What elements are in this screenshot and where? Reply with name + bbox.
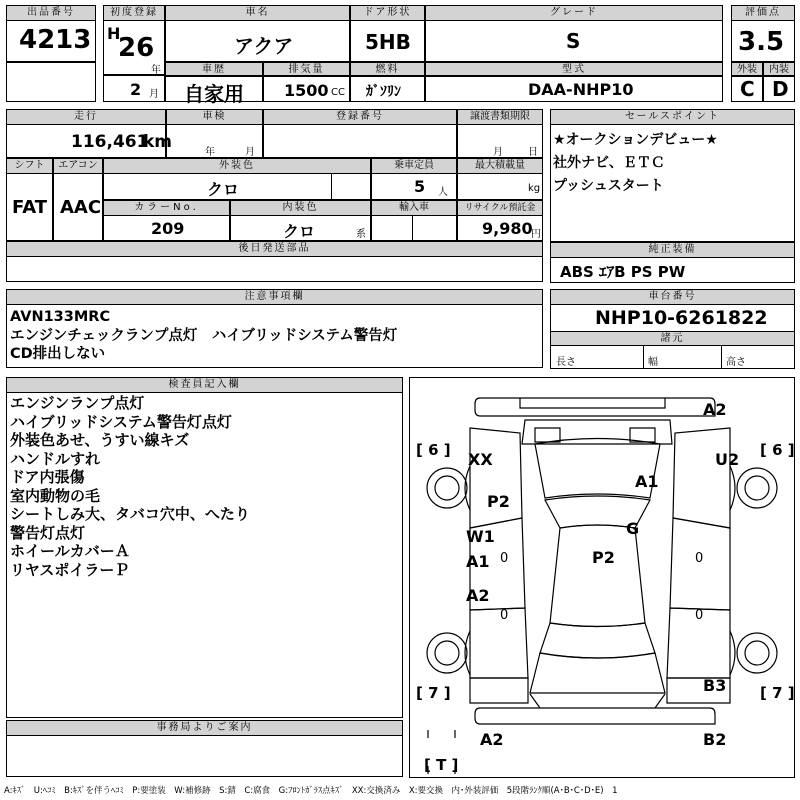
- aircon-value: AAC: [60, 197, 102, 218]
- transfer-deadline-box: [457, 124, 543, 158]
- rear-bumper-outline: [475, 708, 715, 724]
- mark-zero: 0: [695, 551, 704, 566]
- history-value: 自家用: [184, 82, 244, 106]
- color-no-label: カラーNo.: [103, 200, 230, 216]
- wheel-rr-inner: [745, 641, 769, 665]
- year-value: 26: [118, 33, 155, 63]
- spare-value-wrap: [ T ]: [424, 756, 459, 774]
- inspector-line: シートしみ大、タバコ穴中、へたり: [10, 505, 250, 523]
- max-load-label: 最大積載量: [457, 158, 543, 174]
- notes-line: エンジンチェックランプ点灯 ハイブリッドシステム警告灯: [10, 327, 398, 344]
- int-color-unit: 系: [356, 229, 366, 240]
- inspector-list: [10, 394, 250, 579]
- score-label: 評価点: [731, 5, 795, 21]
- headlight-left: [535, 428, 560, 442]
- genuine-equip-label: 純正装備: [550, 242, 795, 258]
- month-unit: 月: [149, 89, 159, 100]
- office-box: [6, 735, 403, 777]
- sales-point-label: セールスポイント: [550, 109, 795, 125]
- inspector-line: ハイブリッドシステム警告灯点灯: [10, 412, 232, 431]
- ext-color-box: [103, 173, 371, 200]
- exterior-label: 外装: [731, 62, 763, 76]
- recycle-box: [457, 215, 543, 241]
- int-color-value: クロ: [283, 222, 316, 241]
- trunk-outline: [530, 653, 665, 693]
- month-value: 2: [130, 80, 142, 99]
- displacement-box: [263, 76, 350, 102]
- int-color-label: 内装色: [230, 200, 371, 216]
- genuine-equip-value: ABS ｴｱB PS PW: [560, 263, 686, 281]
- reg-no-label: 登録番号: [263, 109, 457, 125]
- capacity-unit: 人: [438, 187, 448, 198]
- inspection-label: 車検: [166, 109, 263, 125]
- divider: [643, 346, 644, 369]
- mark-door-rear-left: A2: [466, 586, 490, 605]
- capacity-box: [371, 173, 457, 200]
- max-load-box: [457, 173, 543, 200]
- ext-color-value: クロ: [207, 180, 240, 199]
- sales-point-item: ★オークションデビュー★: [553, 132, 718, 148]
- mark-pillar-left: P2: [487, 492, 510, 511]
- month-box: [103, 75, 165, 102]
- notes-line: CD排出しない: [10, 346, 106, 362]
- wheel-rl-inner: [435, 641, 459, 665]
- mark-rear-bumper-right: B2: [703, 730, 727, 749]
- mark-front-bumper: A2: [703, 400, 727, 419]
- lot-no-value: 4213: [19, 25, 92, 55]
- interior-label: 内装: [763, 62, 795, 76]
- displacement-value: 1500: [284, 81, 329, 100]
- door-value: 5HB: [365, 30, 411, 54]
- model-code-box: [425, 76, 723, 102]
- genuine-equip-box: [550, 257, 795, 283]
- grille-line: [520, 398, 665, 408]
- inspector-line: 室内動物の毛: [10, 486, 101, 505]
- sales-point-list: [553, 129, 718, 198]
- mark-fender-left: XX: [468, 450, 493, 469]
- car-diagram-box: [409, 377, 795, 778]
- door-label: ドア形状: [350, 5, 425, 21]
- notes-line: AVN133MRC: [10, 309, 111, 325]
- transfer-month-unit: 月: [493, 147, 503, 158]
- tire-fr-value-wrap: [ 6 ]: [760, 441, 795, 459]
- sales-point-item: プッシュスタート: [553, 178, 664, 194]
- grade-label: グレード: [425, 5, 723, 21]
- spare-value: T: [436, 756, 447, 774]
- displacement-label: 排気量: [263, 62, 350, 76]
- height-label: 高さ: [726, 357, 746, 368]
- ext-color-label: 外装色: [103, 158, 371, 174]
- car-name-value: アクア: [234, 34, 294, 58]
- left-fender-outline: [470, 428, 522, 528]
- tire-fr-value: 6: [772, 441, 783, 459]
- arch-rr: [730, 631, 735, 675]
- color-no-value: 209: [151, 219, 185, 238]
- history-box: [165, 76, 263, 106]
- inspector-line: ドア内張傷: [10, 468, 85, 486]
- mark-zero: 0: [500, 608, 509, 623]
- inspector-line: 外装色あせ、うすい線キズ: [10, 431, 190, 449]
- notes-box: [6, 304, 543, 368]
- notes-label: 注意事項欄: [6, 289, 543, 305]
- lot-no-box: [6, 20, 96, 62]
- shift-value: FAT: [12, 197, 48, 218]
- year-unit: 年: [151, 65, 161, 76]
- fuel-value: ｶﾞｿﾘﾝ: [366, 84, 401, 100]
- first-reg-label: 初度登録: [103, 5, 165, 21]
- fuel-box: [350, 76, 425, 102]
- capacity-label: 乗車定員: [371, 158, 457, 174]
- dimensions-label: 諸元: [550, 331, 795, 346]
- chassis-no-value: NHP10-6261822: [595, 307, 768, 329]
- chassis-no-label: 車台番号: [550, 289, 795, 305]
- arch-fr: [730, 466, 735, 510]
- inspection-box: [166, 124, 263, 158]
- capacity-value: 5: [414, 177, 426, 196]
- car-diagram-svg: [410, 378, 794, 777]
- aircon-label: エアコン: [53, 158, 103, 174]
- insp-year-unit: 年: [205, 147, 215, 158]
- rear-window-outline: [540, 623, 655, 658]
- wheel-fl: [427, 468, 467, 508]
- mark-rear-bumper-left: A2: [480, 730, 504, 749]
- later-parts-label: 後日発送部品: [6, 241, 543, 257]
- shift-label: シフト: [6, 158, 53, 174]
- car-name-label: 車名: [165, 5, 350, 21]
- tire-fl-value-wrap: [ 6 ]: [416, 441, 451, 459]
- lot-no-label: 出品番号: [6, 5, 96, 21]
- length-label: 長さ: [556, 357, 576, 368]
- cc-unit: CC: [331, 87, 345, 98]
- mark-windshield: G: [626, 519, 640, 538]
- mark-door-front-left: W1: [466, 527, 495, 546]
- notes-list: [10, 308, 397, 364]
- right-fender-outline: [673, 428, 730, 528]
- inspector-line: リヤスポイラーＰ: [10, 560, 130, 579]
- history-label: 車歴: [165, 62, 263, 76]
- sales-point-item: 社外ナビ、ＥＴＣ: [553, 155, 665, 171]
- import-label: 輸入車: [371, 200, 457, 216]
- model-code-value: DAA-NHP10: [528, 80, 634, 99]
- mark-hood: A1: [635, 472, 659, 491]
- roof-outline: [550, 525, 645, 627]
- recycle-label: リサイクル預託金: [457, 200, 543, 216]
- mark-door-front-left-2: A1: [466, 552, 490, 571]
- interior-box: [763, 76, 795, 102]
- wheel-fl-inner: [435, 476, 459, 500]
- lot-no-empty: [6, 62, 96, 102]
- grade-value: S: [566, 29, 581, 53]
- car-name-box: [165, 20, 350, 62]
- transfer-day-unit: 日: [528, 147, 538, 158]
- mark-fender-right: U2: [715, 450, 740, 469]
- era-value: H: [107, 24, 121, 43]
- legend: A:ｷｽﾞ U:ﾍｺﾐ B:ｷｽﾞを伴うﾍｺﾐ P:要塗装 W:補修跡 S:錆 C:腐食 G:ﾌﾛﾝﾄｶﾞﾗｽ点ｷｽﾞ XX:交換済み X:要交換 内･外装評価 5段階ﾗﾝｸ順(A･B･C･D･E) 1: [4, 786, 618, 796]
- import-box: [371, 215, 457, 241]
- inspector-line: ハンドルすれ: [10, 449, 101, 468]
- tire-rr-value-wrap: [ 7 ]: [760, 684, 795, 702]
- later-parts-box: [6, 256, 543, 282]
- left-quarter-outline: [470, 678, 528, 703]
- sales-point-box: [550, 124, 795, 242]
- max-load-unit: kg: [528, 183, 541, 194]
- first-reg-box: [103, 20, 165, 75]
- fuel-label: 燃料: [350, 62, 425, 76]
- color-no-box: [103, 215, 230, 241]
- width-label: 幅: [648, 357, 658, 368]
- score-box: [731, 20, 795, 62]
- divider: [721, 346, 722, 369]
- km-unit: km: [143, 132, 173, 152]
- mileage-label: 走行: [6, 109, 166, 125]
- tire-fl-value: 6: [428, 441, 439, 459]
- dimensions-box: [550, 345, 795, 369]
- tire-rl-value: 7: [428, 684, 439, 702]
- grade-box: [425, 20, 723, 62]
- front-bumper-outline: [475, 398, 715, 416]
- office-label: 事務局よりご案内: [6, 720, 403, 736]
- transfer-deadline-label: 譲渡書類期限: [457, 109, 543, 125]
- yen-unit: 円: [531, 229, 541, 240]
- recycle-value: 9,980: [482, 219, 533, 238]
- mark-quarter-right: B3: [703, 676, 727, 695]
- interior-value: D: [772, 77, 789, 101]
- wheel-rr: [737, 633, 777, 673]
- reg-no-box: [263, 124, 457, 158]
- mark-zero: 0: [500, 551, 509, 566]
- door-box: [350, 20, 425, 62]
- tire-rr-value: 7: [772, 684, 783, 702]
- score-value: 3.5: [738, 27, 785, 57]
- divider: [412, 216, 413, 241]
- inspector-line: ホイールカバーＡ: [10, 542, 130, 560]
- inspector-line: エンジンランプ点灯: [10, 394, 145, 412]
- mileage-box: [6, 124, 173, 158]
- wheel-rl: [427, 633, 467, 673]
- mark-zero: 0: [695, 608, 704, 623]
- inspector-line: 警告灯点灯: [10, 523, 86, 542]
- exterior-value: C: [740, 77, 755, 101]
- tire-rl-value-wrap: [ 7 ]: [416, 684, 451, 702]
- wheel-fr: [737, 468, 777, 508]
- aircon-box: [53, 173, 103, 241]
- exterior-box: [731, 76, 763, 102]
- chassis-no-box: [550, 304, 795, 332]
- inspector-box: [6, 392, 403, 718]
- hood-front-outline: [522, 420, 672, 444]
- insp-month-unit: 月: [245, 147, 255, 158]
- inspector-label: 検査員記入欄: [6, 377, 403, 393]
- int-color-box: [230, 215, 371, 241]
- shift-box: [6, 173, 53, 241]
- wheel-fr-inner: [745, 476, 769, 500]
- mark-roof: P2: [592, 548, 615, 567]
- mileage-value: 116,461: [71, 132, 149, 152]
- rear-pillars: [530, 694, 665, 708]
- model-code-label: 型式: [425, 62, 723, 76]
- divider: [331, 174, 332, 200]
- left-rear-door-outline: [470, 608, 528, 678]
